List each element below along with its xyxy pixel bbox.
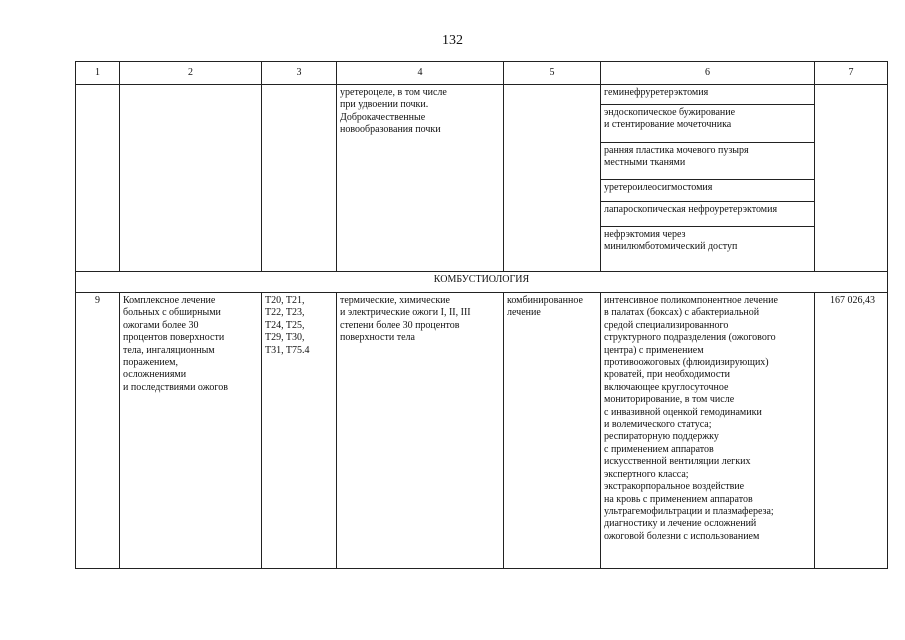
care-name: Комплексное лечение больных с обширными ожогами более 30 процентов поверхности тела, ингаляционным поражением, осложнениями и последствиями ожогов bbox=[120, 293, 262, 569]
column-header-1: 1 bbox=[76, 62, 120, 85]
column-header-5: 5 bbox=[504, 62, 601, 85]
cell-empty bbox=[262, 85, 337, 272]
method-item: эндоскопическое бужирование и стентирование мочеточника bbox=[601, 105, 814, 143]
method-item: нефрэктомия через минилюмботомический доступ bbox=[604, 229, 738, 253]
treatment-type: комбинированное лечение bbox=[504, 293, 601, 569]
cell-empty bbox=[120, 85, 262, 272]
method-item: уретероилеосигмостомия bbox=[601, 180, 814, 202]
cell-empty bbox=[504, 85, 601, 272]
continuation-diagnosis: уретероцеле, в том числе при удвоении почки. Доброкачественные новообразования почки bbox=[337, 85, 504, 272]
icd-codes: T20, T21, T22, T23, T24, T25, T29, T30, T31, T75.4 bbox=[262, 293, 337, 569]
section-title: КОМБУСТИОЛОГИЯ bbox=[76, 272, 888, 293]
column-number-row bbox=[76, 62, 888, 85]
column-header-2: 2 bbox=[120, 62, 262, 85]
column-header-7: 7 bbox=[815, 62, 888, 85]
method-item: геминефруретерэктомия bbox=[601, 85, 814, 105]
section-row bbox=[76, 272, 888, 293]
page-number: 132 bbox=[442, 33, 463, 48]
treatment-method: интенсивное поликомпонентное лечение в палатах (боксах) с абактериальной средой специализированного структурного подразделения (ожогового центра) с применением противоожоговых (флюидизирующих) кроватей, при необходимости включающее круглосуточное мониторирование, в том числе с инвазивной оценкой гемодинамики и волемического статуса; респираторную поддержку с применением аппаратов искусственной вентиляции легких экспертного класса; экстракорпоральное воздействие на кровь с применением аппаратов ультрагемофильтрации и плазмафереза; диагностику и лечение осложнений ожоговой болезни с использованием bbox=[601, 293, 815, 569]
cost-value: 167 026,43 bbox=[815, 293, 888, 569]
patient-model: термические, химические и электрические ожоги I, II, III степени более 30 процентов поверхности тела bbox=[337, 293, 504, 569]
method-item: ранняя пластика мочевого пузыря местными тканями bbox=[601, 143, 814, 180]
continuation-methods bbox=[601, 85, 815, 272]
medical-care-table bbox=[75, 61, 888, 569]
table-row bbox=[76, 293, 888, 569]
cell-empty bbox=[815, 85, 888, 272]
column-header-3: 3 bbox=[262, 62, 337, 85]
column-header-6: 6 bbox=[601, 62, 815, 85]
row-number: 9 bbox=[76, 293, 120, 569]
cell-empty bbox=[76, 85, 120, 272]
column-header-4: 4 bbox=[337, 62, 504, 85]
continuation-row bbox=[76, 85, 888, 272]
method-item: лапароскопическая нефроуретерэктомия bbox=[601, 202, 814, 227]
